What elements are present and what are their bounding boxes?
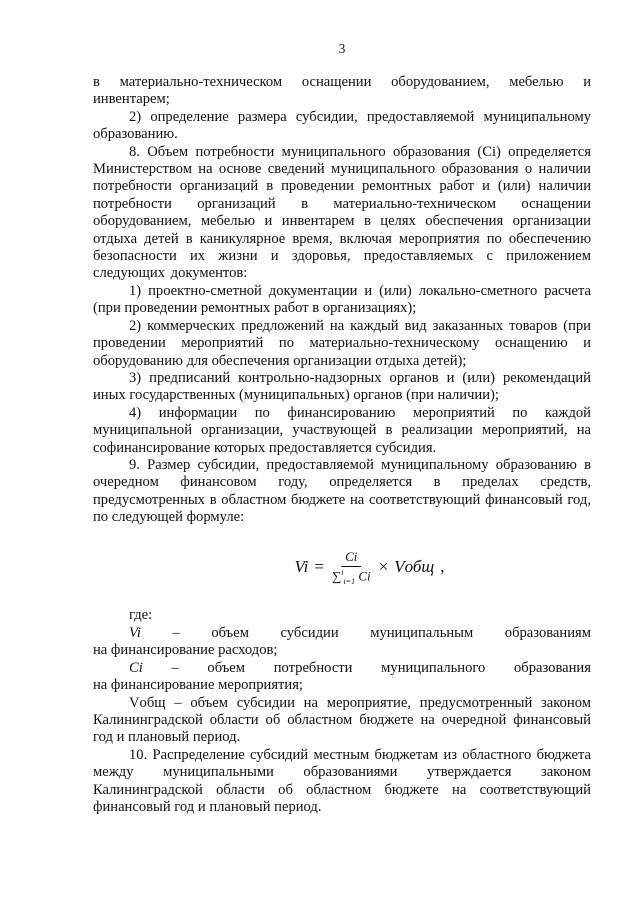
definition-vi-symbol: Vi [129, 624, 141, 641]
document-item-2: 2) коммерческих предложений на каждый вид заказанных товаров (при проведении мероприятий по материально-техническому оснащению и оборудованию для обеспечения организации отдыха детей); [93, 317, 591, 369]
definition-word: муниципальным [370, 624, 474, 641]
page-number: 3 [338, 41, 346, 56]
paragraph-continuation: в материально-техническом оснащении оборудованием, мебелью и инвентарем; [93, 74, 591, 108]
definition-ci-rest: на финансирование мероприятия; [93, 677, 303, 694]
definition-word: муниципального [381, 659, 486, 676]
formula-tail: , [440, 557, 445, 577]
definition-word: образования [513, 659, 591, 676]
formula-numerator: Ci [341, 549, 361, 567]
document-item-3: 3) предписаний контрольно-надзорных органов и (или) рекомендаций иных государственных (муниципальных) органов (при наличии); [93, 369, 591, 404]
definition-word: – [172, 624, 180, 641]
formula-total: Vобщ [394, 557, 435, 577]
formula-denominator [332, 567, 371, 586]
formula-denominator-var: Ci [358, 567, 371, 583]
definition-word: – [171, 659, 179, 676]
definition-vi-line [93, 625, 591, 642]
document-item-4: 4) информации по финансированию мероприятий по каждой муниципальной организации, участвующей в реализации мероприятий, на софинансирование которых предоставляется субсидия. [93, 404, 591, 456]
document-item-1: 1) проектно-сметной документации и (или) локально-сметного расчета (при проведении ремонтных работ в организациях); [93, 282, 591, 317]
formula-sum-sign: ∑ [331, 567, 342, 583]
definition-vi-rest: на финансирование расходов; [93, 642, 278, 659]
definition-word: потребности [273, 659, 353, 676]
paragraph-9: 9. Размер субсидии, предоставляемой муниципальному образованию в очередном финансовом году, определяется в пределах средств, предусмотренных в областном бюджете на соответствующий финансовый год, по следующей формуле: [93, 456, 591, 526]
definition-ci-symbol: Ci [129, 659, 143, 676]
paragraph-item-2: 2) определение размера субсидии, предоставляемой муниципальному образованию. [93, 108, 591, 143]
where-label: где: [129, 607, 153, 624]
document-page [93, 40, 591, 816]
paragraph-8: 8. Объем потребности муниципального образования (Ci) определяется Министерством на основе сведений муниципального образования о наличии потребности организаций в проведении ремонтных работ и (или) наличии потребности организаций в материально-техническом оснащении оборудованием, мебелью и инвентарем в целях обеспечения организации отдыха детей в каникулярное время, включая мероприятия по обеспечению безопасности их жизни и здоровья, предоставляемых с приложением следующих документов: [93, 143, 591, 282]
definition-word: объем [211, 624, 249, 641]
formula-sum-upper: i [341, 567, 344, 577]
formula-times: × [378, 557, 389, 577]
definition-word: образованиям [504, 624, 591, 641]
subsidy-formula [148, 549, 591, 586]
formula-fraction [332, 549, 371, 586]
definition-word: субсидии [280, 624, 339, 641]
formula-equals: = [314, 557, 324, 577]
definition-word: объем [207, 659, 246, 676]
formula-lhs: Vi [294, 557, 309, 577]
formula-sum-lower: i=1 [343, 576, 356, 586]
definition-vobsch: Vобщ – объем субсидии на мероприятие, предусмотренный законом Калининградской области об областном бюджете на очередной финансовый год и плановый период. [93, 694, 591, 746]
paragraph-10: 10. Распределение субсидий местным бюджетам из областного бюджета между муниципальными образованиями утверждается законом Калининградской области об областном бюджете на соответствующий финансовый год и плановый период. [93, 746, 591, 815]
definition-ci-line [93, 660, 591, 677]
